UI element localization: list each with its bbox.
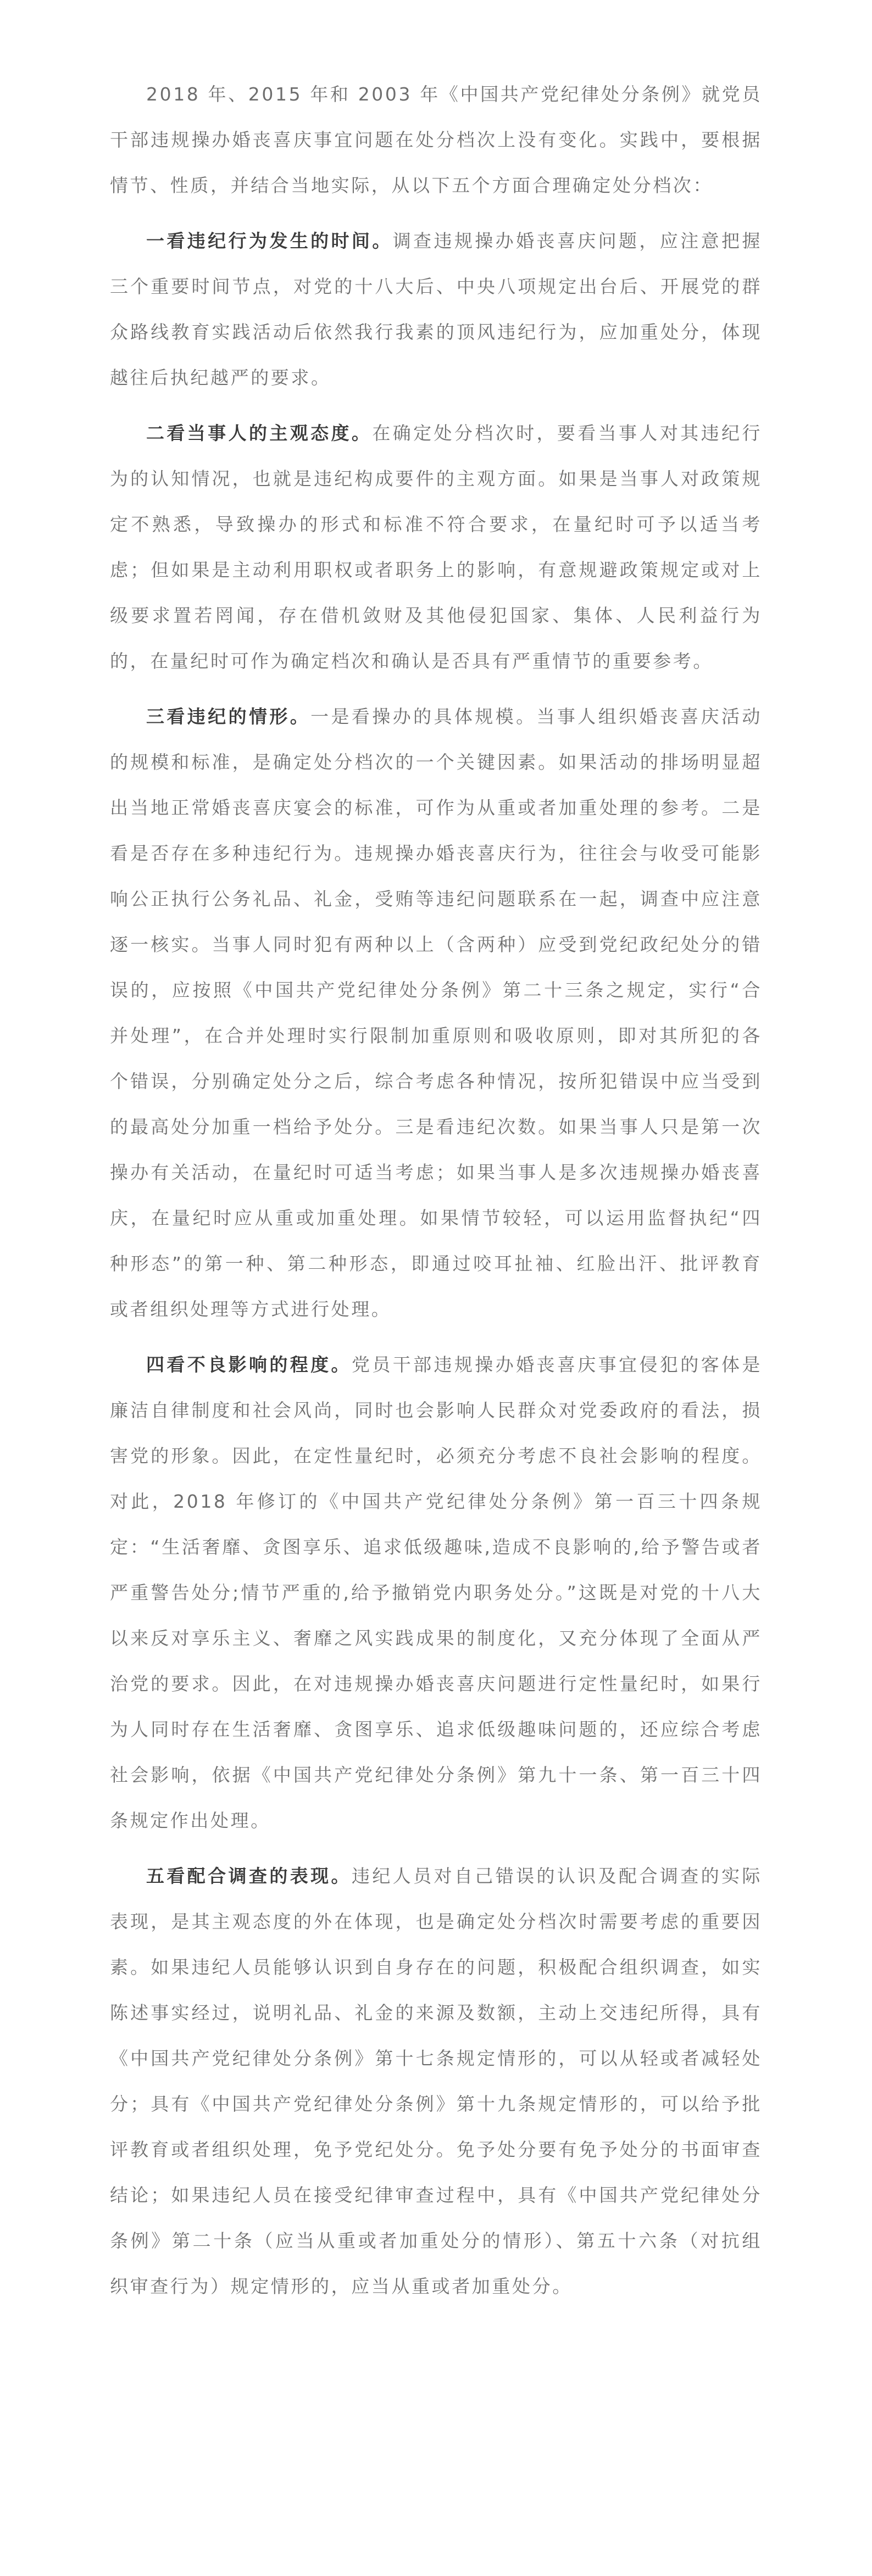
section-heading-5: 五看配合调查的表现。	[146, 1865, 352, 1887]
section-heading-3: 三看违纪的情形。	[146, 706, 311, 727]
section-body-2: 在确定处分档次时，要看当事人对其违纪行为的认知情况，也就是违纪构成要件的主观方面。如果是当事人对政策规定不熟悉，导致操办的形式和标准不符合要求，在量纪时可予以适当考虑；但如果是主动利用职权或者职务上的影响，有意规避政策规定或对上级要求置若罔闻，存在借机敛财及其他侵犯国家、集体、人民利益行为的，在量纪时可作为确定档次和确认是否具有严重情节的重要参考。	[110, 422, 762, 672]
section-body-4: 党员干部违规操办婚丧喜庆事宜侵犯的客体是廉洁自律制度和社会风尚，同时也会影响人民群众对党委政府的看法，损害党的形象。因此，在定性量纪时，必须充分考虑不良社会影响的程度。对此，2018 年修订的《中国共产党纪律处分条例》第一百三十四条规定：“生活奢靡、贪图享乐、追求低级趣味,造成不良影响的,给予警告或者严重警告处分;情节严重的,给予撤销党内职务处分。”这既是对党的十八大以来反对享乐主义、奢靡之风实践成果的制度化，又充分体现了全面从严治党的要求。因此，在对违规操办婚丧喜庆问题进行定性量纪时，如果行为人同时存在生活奢靡、贪图享乐、追求低级趣味问题的，还应综合考虑社会影响，依据《中国共产党纪律处分条例》第九十一条、第一百三十四条规定作出处理。	[110, 1354, 763, 1831]
article-body	[110, 71, 762, 2319]
section-heading-2: 二看当事人的主观态度。	[146, 422, 373, 444]
section-paragraph-1	[110, 218, 762, 400]
section-paragraph-4	[110, 1342, 762, 1843]
section-body-5: 违纪人员对自己错误的认识及配合调查的实际表现，是其主观态度的外在体现，也是确定处分档次时需要考虑的重要因素。如果违纪人员能够认识到自身存在的问题，积极配合组织调查，如实陈述事实经过，说明礼品、礼金的来源及数额，主动上交违纪所得，具有《中国共产党纪律处分条例》第十七条规定情形的，可以从轻或者减轻处分；具有《中国共产党纪律处分条例》第十九条规定情形的，可以给予批评教育或者组织处理，免予党纪处分。免予处分要有免予处分的书面审查结论；如果违纪人员在接受纪律审查过程中，具有《中国共产党纪律处分条例》第二十条（应当从重或者加重处分的情形）、第五十六条（对抗组织审查行为）规定情形的，应当从重或者加重处分。	[110, 1865, 763, 2297]
section-paragraph-2	[110, 410, 762, 684]
section-heading-1: 一看违纪行为发生的时间。	[146, 230, 393, 252]
intro-paragraph: 2018 年、2015 年和 2003 年《中国共产党纪律处分条例》就党员干部违规操办婚丧喜庆事宜问题在处分档次上没有变化。实践中，要根据情节、性质，并结合当地实际，从以下五个方面合理确定处分档次：	[110, 83, 762, 196]
section-paragraph-5	[110, 1853, 762, 2309]
section-body-1: 调查违规操办婚丧喜庆问题，应注意把握三个重要时间节点，对党的十八大后、中央八项规定出台后、开展党的群众路线教育实践活动后依然我行我素的顶风违纪行为，应加重处分，体现越往后执纪越严的要求。	[110, 230, 762, 388]
section-body-3: 一是看操办的具体规模。当事人组织婚丧喜庆活动的规模和标准，是确定处分档次的一个关键因素。如果活动的排场明显超出当地正常婚丧喜庆宴会的标准，可作为从重或者加重处理的参考。二是看是否存在多种违纪行为。违规操办婚丧喜庆行为，往往会与收受可能影响公正执行公务礼品、礼金，受贿等违纪问题联系在一起，调查中应注意逐一核实。当事人同时犯有两种以上（含两种）应受到党纪政纪处分的错误的，应按照《中国共产党纪律处分条例》第二十三条之规定，实行“合并处理”，在合并处理时实行限制加重原则和吸收原则，即对其所犯的各个错误，分别确定处分之后，综合考虑各种情况，按所犯错误中应当受到的最高处分加重一档给予处分。三是看违纪次数。如果当事人只是第一次操办有关活动，在量纪时可适当考虑；如果当事人是多次违规操办婚丧喜庆，在量纪时应从重或加重处理。如果情节较轻，可以运用监督执纪“四种形态”的第一种、第二种形态，即通过咬耳扯袖、红脸出汗、批评教育或者组织处理等方式进行处理。	[110, 706, 762, 1320]
section-paragraph-3	[110, 694, 762, 1332]
section-heading-4: 四看不良影响的程度。	[146, 1354, 352, 1375]
